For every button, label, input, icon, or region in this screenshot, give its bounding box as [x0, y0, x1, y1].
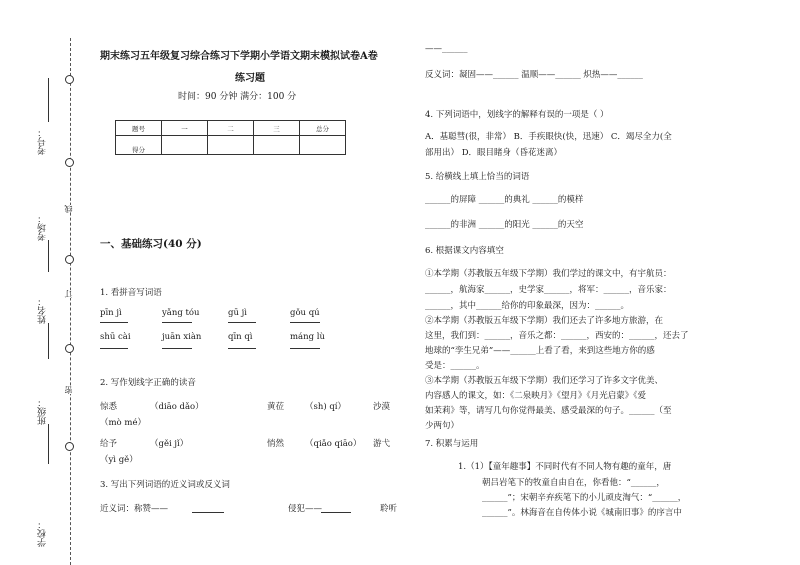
- question-title: 2. 写作划线字正确的读音: [100, 378, 196, 388]
- word: 惊悉: [100, 402, 118, 412]
- question-title: 6. 根据课文内容填空: [425, 246, 504, 256]
- word: 悄然: [267, 439, 285, 449]
- score-header: 一: [162, 121, 208, 136]
- pinyin: gū jì: [228, 308, 247, 318]
- option-line: A．基聪彗(很，非常） B．手疾眼快(快，迅速） C．竭尽全力(全: [425, 132, 672, 142]
- score-header: 二: [208, 121, 254, 136]
- label-school: 学校：: [38, 520, 48, 547]
- seal-char: 订: [64, 290, 73, 298]
- score-cell[interactable]: [300, 136, 346, 155]
- word: 黄莅: [267, 402, 285, 412]
- fill-line: [48, 323, 49, 359]
- pinyin-choice: （diāo dǎo）: [150, 402, 204, 412]
- binding-hole: [65, 255, 74, 264]
- text-line: ______，航海家______，史学家______，将军：______，音乐家：: [425, 285, 672, 295]
- score-header: 三: [254, 121, 300, 136]
- answer-lines: [100, 322, 360, 324]
- pinyin-choice: （sh) qí）: [305, 402, 347, 412]
- text-line: 受是：______。: [425, 361, 485, 371]
- score-cell[interactable]: [208, 136, 254, 155]
- synonym-item: 聆听: [380, 504, 398, 514]
- question-title: 7. 积累与运用: [425, 439, 479, 449]
- seal-char: 密: [64, 386, 73, 394]
- text-line: ______”。林海音在自传体小说《城南旧事》的序言中: [482, 508, 682, 518]
- text-line: 这里，我们到：______，音乐之都：______，西安的：______，还去了: [425, 331, 689, 341]
- synonym-item: 侵犯——: [288, 504, 323, 514]
- score-header: 总分: [300, 121, 346, 136]
- text-line: ①本学期（苏教版五年级下学期）我们学过的课文中，有宇航员：: [425, 269, 672, 279]
- seal-char: 线: [64, 205, 73, 213]
- pinyin: gǒu qú: [290, 308, 320, 318]
- word: 给予: [100, 439, 118, 449]
- page-subtitle: 练习题: [235, 73, 265, 84]
- score-cell[interactable]: [254, 136, 300, 155]
- text-line: 如茉莉》等，请写几句你觉得最美、感受最深的句子。______（至: [425, 406, 672, 416]
- fill-row: ______的非洲 ______的阳光 ______的天空: [425, 220, 584, 230]
- pinyin: shū cài: [100, 332, 131, 342]
- text-line: 地球的“孪生兄弟”——______上看了看，来到这些地方你的感: [425, 346, 655, 356]
- continued-blank: ——______: [425, 44, 468, 54]
- score-cell[interactable]: [162, 136, 208, 155]
- time-info: 时间：90 分钟 满分：100 分: [178, 92, 297, 102]
- score-header: 题号: [116, 121, 162, 136]
- fill-row: ______的屏障 ______的典礼 ______的模样: [425, 195, 584, 205]
- text-line: ______，其中______给你的印象最深，因为：______。: [425, 301, 630, 311]
- page-title: 期末练习五年级复习综合练习下学期小学语文期末模拟试卷A卷: [100, 51, 378, 62]
- pinyin: qīn qì: [228, 332, 253, 342]
- text-line: 内容感人的课文，如：《二泉映月》《望月》《月光启蒙》《爱: [425, 391, 647, 401]
- pinyin: yǎng tóu: [162, 308, 200, 318]
- pinyin: pīn jì: [100, 308, 122, 318]
- fill-line: [48, 78, 49, 122]
- label-exam-number: 考号：: [38, 128, 48, 155]
- question-title: 4. 下列词语中，划线字的解释有误的一项是（ ）: [425, 110, 609, 120]
- score-row-label: 得分: [116, 136, 162, 155]
- answer-lines: [100, 348, 360, 350]
- section-title: 一、基础练习(40 分): [100, 238, 202, 250]
- pinyin: máng lù: [290, 332, 325, 342]
- text-line: 朝吕岩笔下的牧童自由自在，你看他：“______，: [482, 478, 665, 488]
- pinyin-choice: （mò mé）: [100, 418, 146, 428]
- text-line: 少两句）: [425, 421, 460, 431]
- binding-hole: [65, 158, 74, 167]
- label-exam-room: 考场：: [38, 214, 48, 241]
- word: 沙漠: [373, 402, 391, 412]
- question-title: 3. 写出下列词语的近义词或反义词: [100, 480, 230, 490]
- word: 游弋: [373, 439, 391, 449]
- text-line: ③本学期（苏教版五年级下学期）我们还学习了许多文字优美、: [425, 376, 664, 386]
- synonym-item: 近义词：称赞——: [100, 504, 169, 514]
- label-class: 班级：: [38, 398, 48, 425]
- binding-dashed-line: [70, 38, 71, 565]
- text-line: ______”；宋朝辛弃疾笔下的小儿顽皮淘气：“______，: [482, 493, 687, 503]
- option-line: 部用出） D．眼目睹身（昏花迷离）: [425, 148, 563, 158]
- score-table: [115, 120, 346, 155]
- text-line: ②本学期（苏教版五年级下学期）我们还去了许多地方旅游，在: [425, 316, 664, 326]
- pinyin-choice: （yì gě）: [100, 455, 138, 465]
- binding-hole: [65, 75, 74, 84]
- antonyms-row: 反义词：凝固——______ 温顺——______ 炽热——______: [425, 70, 643, 80]
- text-line: 1.（1）【童年趣事】不同时代有不同人物有趣的童年，唐: [458, 462, 672, 472]
- pinyin: juān xiàn: [162, 332, 202, 342]
- question-title: 1. 看拼音写词语: [100, 288, 162, 298]
- pinyin-choice: （qiǎo qiāo）: [305, 439, 362, 449]
- binding-hole: [65, 442, 74, 451]
- fill-line: [48, 240, 49, 272]
- label-name: 姓名：: [38, 297, 48, 324]
- pinyin-choice: （gěi jǐ）: [150, 439, 189, 449]
- fill-line: [48, 424, 49, 464]
- binding-hole: [65, 344, 74, 353]
- question-title: 5. 给横线上填上恰当的词语: [425, 172, 530, 182]
